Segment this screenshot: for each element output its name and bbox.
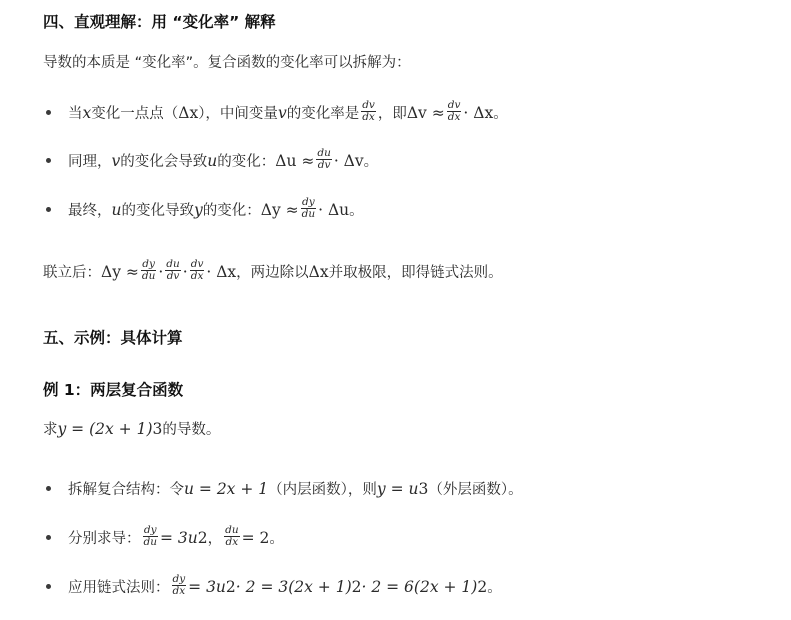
- math: Δy ≈: [101, 262, 139, 281]
- fraction: $\frac{dy}{du}$: [143, 524, 157, 549]
- text: 。: [487, 580, 502, 597]
- text: 。: [269, 531, 284, 548]
- math: Δv ≈: [406, 103, 445, 122]
- example-1-heading: 例 1：两层复合函数: [43, 381, 184, 399]
- fraction: $\frac{du}{dv}$: [317, 147, 331, 172]
- text: ，: [207, 531, 223, 548]
- fraction: $\frac{du}{dx}$: [225, 524, 239, 549]
- math: Δx: [308, 262, 329, 281]
- bullet-icon: [46, 584, 51, 589]
- text: 联立后：: [43, 265, 101, 282]
- list-item: [43, 149, 378, 172]
- math: · Δx: [206, 262, 237, 281]
- math: · Δu: [318, 200, 350, 219]
- list-item: [43, 198, 364, 221]
- math: y: [193, 200, 203, 219]
- text: ，即: [377, 106, 407, 123]
- bullet-icon: [46, 486, 51, 491]
- text: ，两边除以: [236, 265, 309, 282]
- section-4-summary: [43, 260, 503, 283]
- text: 分别求导：: [68, 531, 141, 548]
- math: · 2 = 6(2x + 1): [361, 577, 478, 596]
- math: y = u: [376, 479, 419, 498]
- math: = 3u: [159, 528, 198, 547]
- text: 。: [363, 154, 379, 171]
- math: ·: [182, 262, 188, 281]
- math: ·: [158, 262, 164, 281]
- math: y = (2x + 1): [57, 419, 153, 438]
- bullet-icon: [46, 158, 51, 163]
- fraction: $\frac{dy}{dx}$: [172, 573, 186, 598]
- fraction: $\frac{du}{dv}$: [166, 258, 180, 283]
- text: 。: [349, 203, 364, 220]
- text: 最终，: [68, 203, 112, 220]
- text: 拆解复合结构：令: [68, 482, 184, 498]
- math: = 2: [241, 528, 270, 547]
- fraction: $\frac{dy}{du}$: [301, 196, 316, 221]
- math: · 2 = 3(2x + 1): [235, 577, 352, 596]
- math: u: [207, 151, 218, 170]
- math: Δy ≈: [260, 200, 299, 219]
- example-1-problem: 求 y = (2x + 1) 3 的导数。: [43, 419, 221, 438]
- fraction: $\frac{dy}{du}$: [141, 258, 156, 283]
- text: 并取极限，即得链式法则。: [328, 265, 503, 282]
- fraction: $\frac{dv}{dx}$: [447, 99, 461, 124]
- text: 的变化：: [217, 154, 276, 171]
- text: （内层函数），则: [268, 482, 377, 498]
- math: Δu ≈: [275, 151, 315, 170]
- text: 的变化导致: [121, 203, 194, 220]
- text: （外层函数）。: [428, 482, 523, 498]
- bullet-icon: [46, 207, 51, 212]
- math: · Δx: [463, 103, 494, 122]
- text: 当: [68, 106, 83, 123]
- math: Δx: [178, 103, 199, 122]
- text: 应用链式法则：: [68, 580, 170, 597]
- text: 。: [493, 106, 508, 123]
- fraction: $\frac{dv}{dx}$: [190, 258, 204, 283]
- text: 的变化：: [202, 203, 261, 220]
- fraction: $\frac{dv}{dx}$: [362, 99, 375, 124]
- math: v: [277, 103, 287, 122]
- list-item: 分别求导： $\frac{dy}{du}$ = 3u 2 ， $\frac{du}{dx}$ = 2 。: [43, 526, 284, 549]
- text: 的导数。: [162, 422, 221, 438]
- section-5-heading: 五、示例：具体计算: [43, 329, 183, 347]
- math: · Δv: [333, 151, 364, 170]
- bullet-icon: [46, 535, 51, 540]
- math: u = 2x + 1: [184, 479, 269, 498]
- math: u: [111, 200, 122, 219]
- text: ），中间变量: [198, 106, 278, 123]
- list-item: 应用链式法则： $\frac{dy}{dx}$ = 3u 2 · 2 = 3(2x + 1) 2 · 2 = 6(2x + 1) 2 。: [43, 575, 502, 598]
- bullet-icon: [46, 110, 51, 115]
- text: 求: [43, 422, 58, 438]
- text: 的变化会导致: [120, 154, 208, 171]
- list-item: 拆解复合结构：令 u = 2x + 1 （内层函数），则 y = u 3 （外层函数）。: [43, 478, 523, 499]
- section-4-heading: 四、直观理解：用 “变化率” 解释: [43, 13, 276, 31]
- math: v: [111, 151, 121, 170]
- math: = 3u: [188, 577, 226, 596]
- math: x: [82, 103, 92, 122]
- text: 的变化率是: [286, 106, 360, 123]
- list-item: [43, 101, 508, 124]
- text: 同理，: [68, 154, 112, 171]
- text: 变化一点点（: [91, 106, 179, 123]
- section-4-intro: 导数的本质是 “变化率”。复合函数的变化率可以拆解为：: [43, 55, 411, 71]
